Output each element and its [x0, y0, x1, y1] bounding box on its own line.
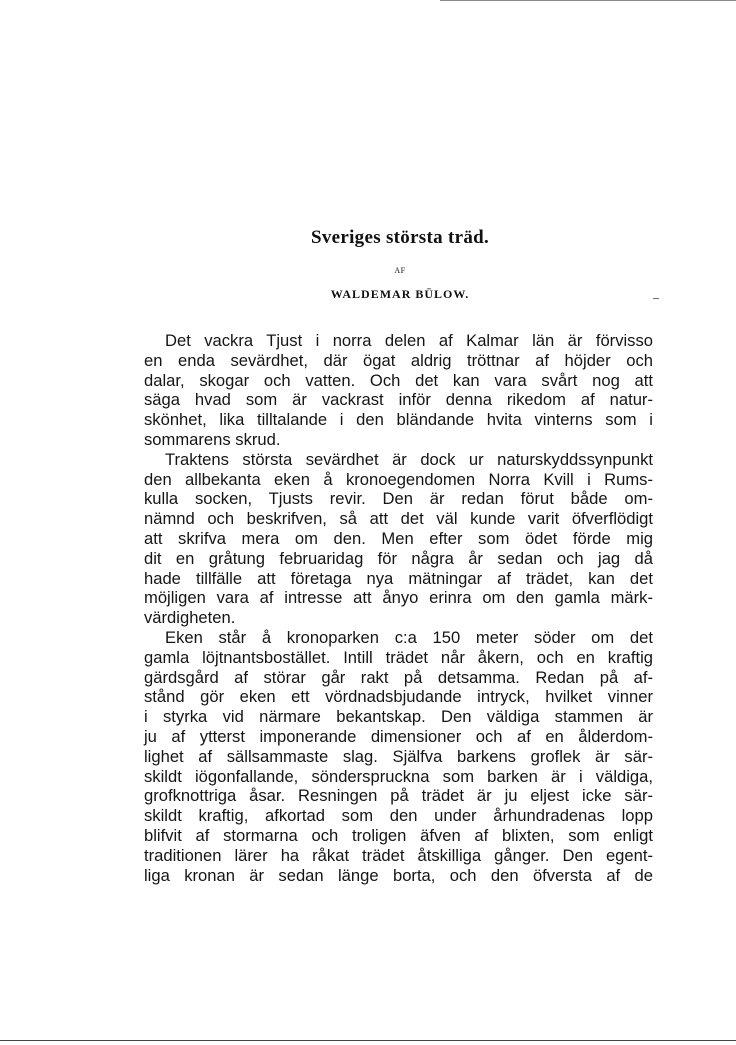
bottom-edge-rule — [0, 1040, 736, 1041]
text-line: liga kronan är sedan länge borta, och den öfversta af de — [144, 865, 653, 885]
text-line: ju af ytterst imponerande dimensioner och af en ålderdom- — [144, 726, 653, 746]
text-line: säga hvad som är vackrast inför denna rikedom af natur- — [144, 390, 653, 410]
byline-prefix: AF — [394, 266, 406, 275]
text-line: att skrifva mera om den. Men efter som ödet förde mig — [144, 528, 653, 548]
text-line: Det vackra Tjust i norra delen af Kalmar län är förvisso — [165, 331, 653, 350]
text-line: skildt iögonfallande, sönderspruckna som barken är i väldiga, — [144, 766, 653, 786]
text-line: möjligen vara af intresse att ånyo erinra om den gamla märk- — [144, 588, 653, 608]
text-line: sommarens skrud. — [144, 429, 281, 449]
text-line: nämnd och beskrifven, så att det väl kunde varit öfverflödigt — [144, 509, 653, 529]
text-line: värdigheten. — [144, 608, 236, 628]
text-line: i styrka vid närmare bekantskap. Den väldiga stammen är — [144, 707, 653, 727]
text-line: stånd gör eken ett vördnadsbjudande intryck, hvilket vinner — [144, 687, 653, 707]
text-line: blifvit af stormarna och troligen äfven af blixten, som enligt — [144, 825, 653, 845]
text-line: skönhet, lika tilltalande i den bländande hvita vinterns som i — [144, 410, 653, 430]
text-line: grofknottriga åsar. Resningen på trädet är ju eljest icke sär- — [144, 786, 653, 806]
text-line: kulla socken, Tjusts revir. Den är redan förut både om- — [144, 489, 653, 509]
text-line: gärdsgård af störar går rakt på detsamma. Redan på af- — [144, 667, 653, 687]
text-line: lighet af sällsammaste slag. Själfva barkens groflek är sär- — [144, 746, 653, 766]
text-line: dalar, skogar och vatten. Och det kan vara svårt nog att — [144, 370, 653, 390]
article-body — [144, 331, 653, 885]
text-line: skildt kraftig, afkortad som den under århundradenas lopp — [144, 806, 653, 826]
text-line: gamla löjtnantsbostället. Intill trädet når åkern, och en kraftig — [144, 647, 653, 667]
text-line: Traktens största sevärdhet är dock ur naturskyddssynpunkt — [165, 449, 653, 469]
author-name: WALDEMAR BÜLOW. — [330, 287, 470, 301]
print-speck — [653, 298, 659, 299]
text-line: hade tillfälle att företaga nya mätningar af trädet, kan det — [144, 568, 653, 588]
text-line: den allbekanta eken å kronoegendomen Norra Kvill i Rums- — [144, 469, 653, 489]
article-title: Sveriges största träd. — [310, 227, 490, 248]
text-line: Eken står å kronoparken c:a 150 meter söder om det — [165, 627, 653, 647]
text-line: dit en gråtung februaridag för några år sedan och jag då — [144, 548, 653, 568]
top-edge-rule — [440, 0, 736, 1]
text-line: en enda sevärdhet, där ögat aldrig tröttnar af höjder och — [144, 350, 653, 370]
text-line: traditionen lärer ha råkat trädet åtskilliga gånger. Den egent- — [144, 845, 653, 865]
